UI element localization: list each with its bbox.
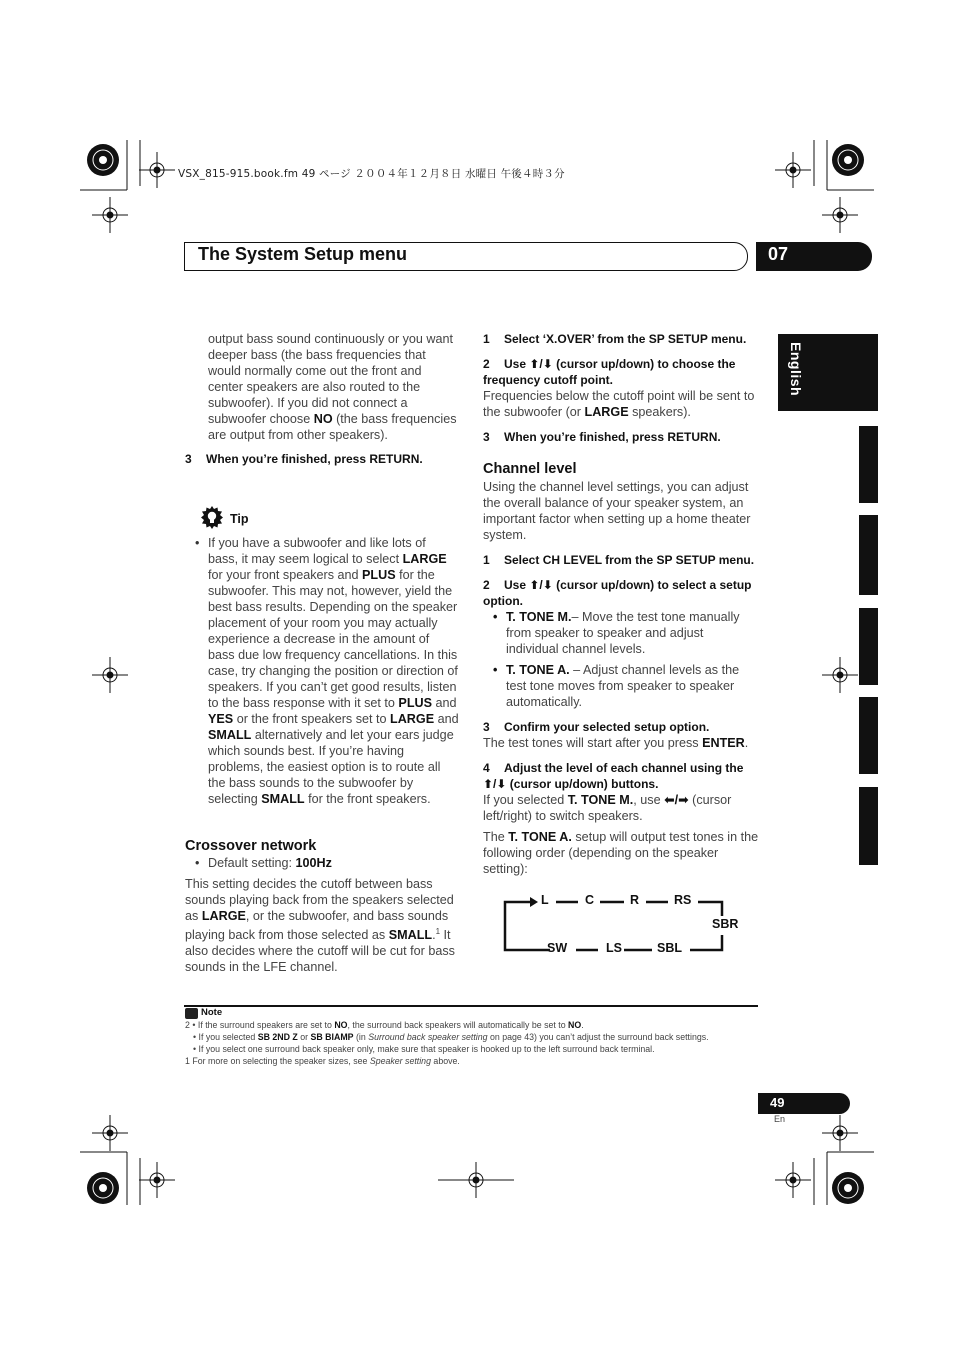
test-tone-order-diagram	[500, 888, 739, 960]
side-index-bar	[859, 515, 878, 595]
level-step-3-body: The test tones will start after you press ENTER.	[483, 736, 749, 750]
speaker-L: L	[541, 893, 549, 907]
xover-step-2: 2 Use ⬆/⬇ (cursor up/down) to choose the frequency cutoff point.	[483, 357, 736, 387]
page-language: En	[774, 1114, 786, 1124]
note-2a: 2 • If the surround speakers are set to NO, the surround back speakers will automatically be set to NO.	[185, 1020, 584, 1030]
level-step-1: 1 Select CH LEVEL from the SP SETUP menu.	[483, 553, 755, 567]
xover-step-3: 3 When you’re finished, press RETURN.	[483, 430, 721, 444]
left-column	[185, 331, 459, 467]
tip-box	[185, 535, 459, 807]
continued-paragraph: output bass sound continuously or you want deeper bass (the bass frequencies that would normally come out the front and center speakers are also routed to the subwoofer). If you did not connect a subwoofer choose NO (the bass frequencies are output from other speakers).	[208, 332, 457, 442]
level-step-2: 2 Use ⬆/⬇ (cursor up/down) to select a setup option.	[483, 578, 752, 608]
note-heading: Note	[185, 1007, 757, 1019]
note-2c: • If you select one surround back speaker only, make sure that speaker is hooked up to the left surround back terminal.	[193, 1044, 655, 1054]
crossover-section	[185, 838, 459, 975]
level-step-5-body: The T. TONE A. setup will output test tones in the following order (depending on the speaker setting):	[483, 830, 759, 876]
xover-step-2-body: Frequencies below the cutoff point will be sent to the subwoofer (or LARGE speakers).	[483, 389, 755, 419]
language-label: English	[788, 342, 804, 397]
option-ttone-m: • T. TONE M.– Move the test tone manually from speaker to speaker and adjust individual channel levels.	[483, 609, 759, 657]
speaker-SBR: SBR	[712, 917, 739, 931]
channel-level-intro: Using the channel level settings, you can adjust the overall balance of your speaker system, an important factor when setting up a home theater system.	[483, 480, 751, 542]
step-3: 3 When you’re finished, press RETURN.	[185, 452, 423, 466]
speaker-C: C	[585, 893, 595, 907]
level-step-3: 3 Confirm your selected setup option.	[483, 720, 710, 734]
option-ttone-a: • T. TONE A. – Adjust channel levels as the test tone moves from speaker to speaker automatically.	[483, 662, 759, 710]
side-index-bar	[859, 608, 878, 685]
level-step-4-body: If you selected T. TONE M., use ⬅/➡ (cursor left/right) to switch speakers.	[483, 793, 732, 823]
side-index-bar	[859, 426, 878, 503]
note-1: 1 For more on selecting the speaker sizes, see Speaker setting above.	[185, 1056, 460, 1066]
default-setting: • Default setting: 100Hz	[185, 855, 459, 871]
page-number: 49	[770, 1095, 785, 1110]
tip-label: Tip	[230, 512, 249, 526]
crossover-heading: Crossover network	[185, 838, 317, 854]
chapter-number: 07	[768, 244, 789, 264]
level-step-4: 4 Adjust the level of each channel using the ⬆/⬇ (cursor up/down) buttons.	[483, 761, 744, 791]
speaker-SBL: SBL	[657, 941, 682, 955]
speaker-RS: RS	[674, 893, 692, 907]
note-section	[185, 1007, 757, 1067]
print-file-info: VSX_815-915.book.fm 49 ページ ２００４年１２月８日 水曜日 午後４時３分	[178, 168, 565, 180]
side-index-bar	[859, 697, 878, 774]
xover-step-1: 1 Select ‘X.OVER’ from the SP SETUP menu.	[483, 332, 747, 346]
speaker-SW: SW	[547, 941, 568, 955]
note-icon	[185, 1008, 198, 1019]
channel-level-heading: Channel level	[483, 461, 577, 477]
side-index-bar	[859, 787, 878, 865]
speaker-LS: LS	[606, 941, 622, 955]
lightbulb-icon	[200, 505, 224, 531]
note-2b: • If you selected SB 2ND Z or SB BIAMP (in Surround back speaker setting on page 43) you can’t adjust the surround back settings.	[193, 1032, 709, 1042]
speaker-R: R	[630, 893, 640, 907]
page-title: The System Setup menu	[198, 244, 408, 264]
crossover-body: This setting decides the cutoff between bass sounds playing back from the speakers selected as LARGE, or the subwoofer, and bass sounds playing back from those selected as SMALL.$^1$ It also decides where the cutoff will be cut for bass sounds in the LFE channel.	[185, 877, 455, 975]
tip-text: • If you have a subwoofer and like lots of bass, it may seem logical to select LARGE for your front speakers and PLUS for the subwoofer. This may not, however, yield the best bass results. Depending on the speaker placement of your room you may actually experience a decrease in the amount of bass due low frequency cancellations. In this case, try changing the position or direction of speakers. If you can’t get good results, listen to the bass response with it set to PLUS and YES or the front speakers set to LARGE and SMALL alternatively and let your ears judge which sounds best. If you’re having problems, the easiest option is to route all the bass sounds to the subwoofer by selecting SMALL for the front speakers.	[185, 535, 459, 807]
right-column	[483, 331, 759, 877]
